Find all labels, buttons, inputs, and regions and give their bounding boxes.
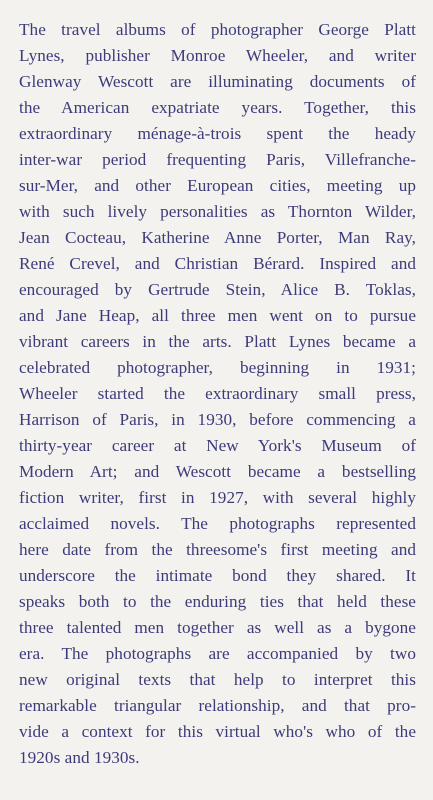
text-line-19: fiction writer, first in 1927, with several highly	[19, 488, 416, 507]
text-line-21: here date from the threesome's first meeting and	[19, 540, 416, 559]
text-line-3: Glenway Wescott are illuminating documents of	[19, 72, 416, 91]
text-line-23: speaks both to the enduring ties that held these	[19, 592, 416, 611]
text-line-16: Harrison of Paris, in 1930, before commencing a	[19, 410, 416, 429]
text-line-10: René Crevel, and Christian Bérard. Inspired and	[19, 254, 416, 273]
text-line-24: three talented men together as well as a bygone	[19, 618, 416, 637]
text-line-12: and Jane Heap, all three men went on to pursue	[19, 306, 416, 325]
body-paragraph	[19, 17, 416, 771]
text-line-18: Modern Art; and Wescott became a bestselling	[19, 462, 416, 481]
text-line-26: new original texts that help to interpret this	[19, 670, 416, 689]
text-line-20: acclaimed novels. The photographs represented	[19, 514, 416, 533]
text-line-28: vide a context for this virtual who's who of the	[19, 722, 416, 741]
text-line-29: 1920s and 1930s.	[19, 748, 140, 767]
text-line-17: thirty-year career at New York's Museum of	[19, 436, 416, 455]
text-line-27: remarkable triangular relationship, and that pro-	[19, 696, 416, 715]
text-line-9: Jean Cocteau, Katherine Anne Porter, Man Ray,	[19, 228, 416, 247]
text-line-5: extraordinary ménage-à-trois spent the heady	[19, 124, 416, 143]
text-line-13: vibrant careers in the arts. Platt Lynes became a	[19, 332, 416, 351]
text-line-1: The travel albums of photographer George Platt	[19, 20, 416, 39]
text-line-4: the American expatriate years. Together, this	[19, 98, 416, 117]
text-line-6: inter-war period frequenting Paris, Villefranche-	[19, 150, 416, 169]
text-line-15: Wheeler started the extraordinary small press,	[19, 384, 416, 403]
text-line-11: encouraged by Gertrude Stein, Alice B. Toklas,	[19, 280, 416, 299]
text-line-2: Lynes, publisher Monroe Wheeler, and writer	[19, 46, 416, 65]
text-line-25: era. The photographs are accompanied by two	[19, 644, 416, 663]
text-line-7: sur-Mer, and other European cities, meeting up	[19, 176, 416, 195]
text-line-22: underscore the intimate bond they shared. It	[19, 566, 416, 585]
text-line-14: celebrated photographer, beginning in 1931;	[19, 358, 416, 377]
text-line-8: with such lively personalities as Thornton Wilder,	[19, 202, 416, 221]
